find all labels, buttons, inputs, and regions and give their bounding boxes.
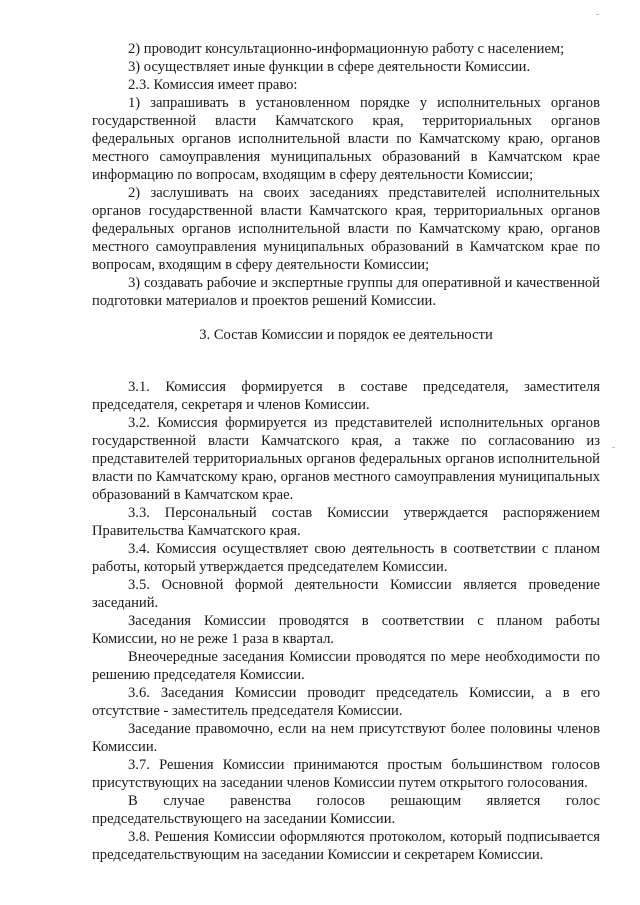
paragraph-2-3-intro: 2.3. Комиссия имеет право: (128, 77, 298, 93)
paragraph-3-1: 3.1. Комиссия формируется в составе председателя, заместителя председателя, секретаря и членов Комиссии. (92, 379, 600, 413)
paragraph-3-4: 3.4. Комиссия осуществляет свою деятельность в соответствии с планом работы, который утверждается председателем Комиссии. (92, 541, 600, 575)
paragraph-2-3-item-1: 1) запрашивать в установленном порядке у исполнительных органов государственной власти Камчатского края, территориальных органов федеральных органов исполнительной власти по Камчатскому краю, органов местного самоуправления муниципальных образований в Камчатском крае информацию по вопросам, входящим в сферу деятельности Комиссии; (92, 95, 600, 183)
paragraph-3-6: 3.6. Заседания Комиссии проводит председатель Комиссии, а в его отсутствие - заместитель председателя Комиссии. (92, 685, 600, 719)
paragraph-2-2-item-2: 2) проводит консультационно-информационную работу с населением; (128, 41, 565, 57)
paragraph-2-3-item-2: 2) заслушивать на своих заседаниях представителей исполнительных органов государственной власти Камчатского края, территориальных органов федеральных органов исполнительной власти по Камчатскому краю, органов местного самоуправления муниципальных образований в Камчатском крае по вопросам, входящим в сферу деятельности Комиссии; (92, 185, 600, 273)
paragraph-3-7: 3.7. Решения Комиссии принимаются простым большинством голосов присутствующих на заседании членов Комиссии путем открытого голосования. (92, 757, 600, 791)
paragraph-3-2: 3.2. Комиссия формируется из представителей исполнительных органов государственной власти Камчатского края, а также по согласованию из представителей территориальных органов федеральных органов исполнительной власти по Камчатскому краю, органов местного самоуправления муниципальных образований в Камчатском крае. (92, 415, 600, 503)
paragraph-3-6-quorum: Заседание правомочно, если на нем присутствуют более половины членов Комиссии. (92, 721, 600, 755)
paragraph-3-7-tie: В случае равенства голосов решающим является голос председательствующего на заседании Комиссии. (92, 793, 600, 827)
paragraph-3-8: 3.8. Решения Комиссии оформляются протоколом, который подписывается председательствующим на заседании Комиссии и секретарем Комиссии. (92, 829, 600, 863)
paragraph-3-3: 3.3. Персональный состав Комиссии утверждается распоряжением Правительства Камчатского края. (92, 505, 600, 539)
paragraph-3-5-meetings: Заседания Комиссии проводятся в соответствии с планом работы Комиссии, но не реже 1 раза в квартал. (92, 613, 600, 647)
paragraph-2-3-item-3: 3) создавать рабочие и экспертные группы для оперативной и качественной подготовки материалов и проектов решений Комиссии. (92, 275, 600, 309)
paragraph-2-2-item-3: 3) осуществляет иные функции в сфере деятельности Комиссии. (128, 59, 531, 75)
paragraph-3-5-extraordinary: Внеочередные заседания Комиссии проводятся по мере необходимости по решению председателя Комиссии. (92, 649, 600, 683)
scan-speck (612, 447, 615, 448)
section-heading: 3. Состав Комиссии и порядок ее деятельности (199, 327, 493, 343)
paragraph-3-5: 3.5. Основной формой деятельности Комиссии является проведение заседаний. (92, 577, 600, 611)
scan-speck (596, 14, 599, 15)
